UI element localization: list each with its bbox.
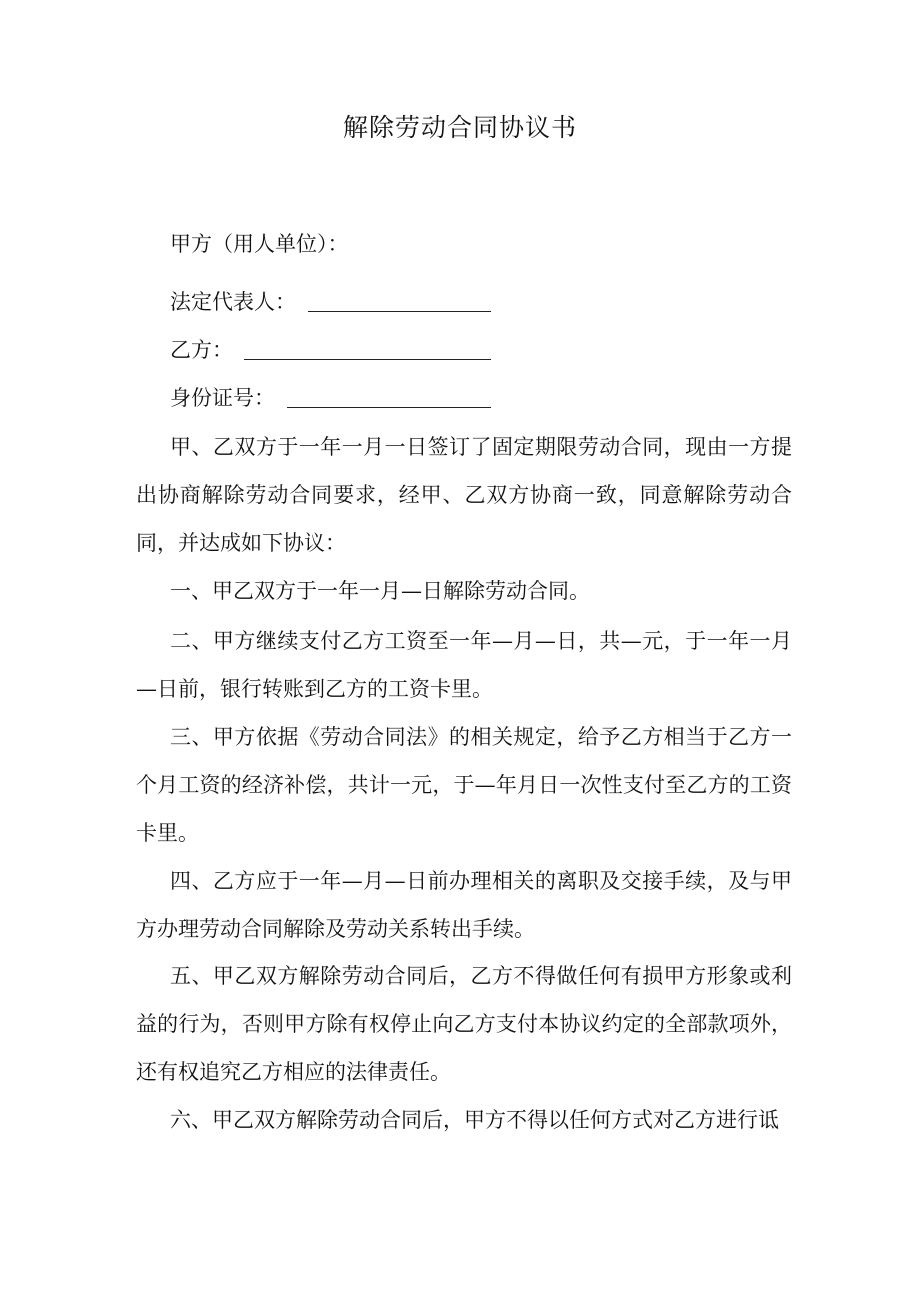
- intro-paragraph: 甲、乙双方于一年一月一日签订了固定期限劳动合同，现由一方提出协商解除劳动合同要求，经甲、乙双方协商一致，同意解除劳动合同，并达成如下协议：: [136, 435, 792, 555]
- party-b-blank-line: [244, 359, 491, 360]
- document-title: 解除劳动合同协议书: [342, 113, 577, 142]
- legal-rep-field: [170, 286, 296, 318]
- clause-5: 五、甲乙双方解除劳动合同后，乙方不得做任何有损甲方形象或利益的行为，否则甲方除有权停止向乙方支付本协议约定的全部款项外，还有权追究乙方相应的法律责任。: [136, 964, 792, 1084]
- legal-rep-label: 法定代表人：: [170, 290, 296, 314]
- party-a-label: 甲方（用人单位）：: [170, 232, 349, 256]
- clause-1: 一、甲乙双方于一年一月—日解除劳动合同。: [170, 579, 590, 603]
- id-number-field: [170, 382, 275, 414]
- id-number-label: 身份证号：: [170, 386, 275, 410]
- party-b-label: 乙方：: [170, 338, 233, 362]
- legal-rep-blank-line: [308, 311, 491, 312]
- party-b-field: [170, 334, 233, 366]
- party-a-field: [170, 228, 349, 260]
- clause-3: 三、甲方依据《劳动合同法》的相关规定，给予乙方相当于乙方一个月工资的经济补偿，共计一元，于—年月日一次性支付至乙方的工资卡里。: [136, 725, 792, 845]
- clause-4: 四、乙方应于一年—月—日前办理相关的离职及交接手续，及与甲方办理劳动合同解除及劳动关系转出手续。: [136, 869, 792, 941]
- id-number-blank-line: [287, 407, 491, 408]
- clause-6: 六、甲乙双方解除劳动合同后，甲方不得以任何方式对乙方进行诋: [170, 1108, 779, 1132]
- clause-2: 二、甲方继续支付乙方工资至一年—月—日，共—元，于一年一月—日前，银行转账到乙方的工资卡里。: [136, 629, 792, 701]
